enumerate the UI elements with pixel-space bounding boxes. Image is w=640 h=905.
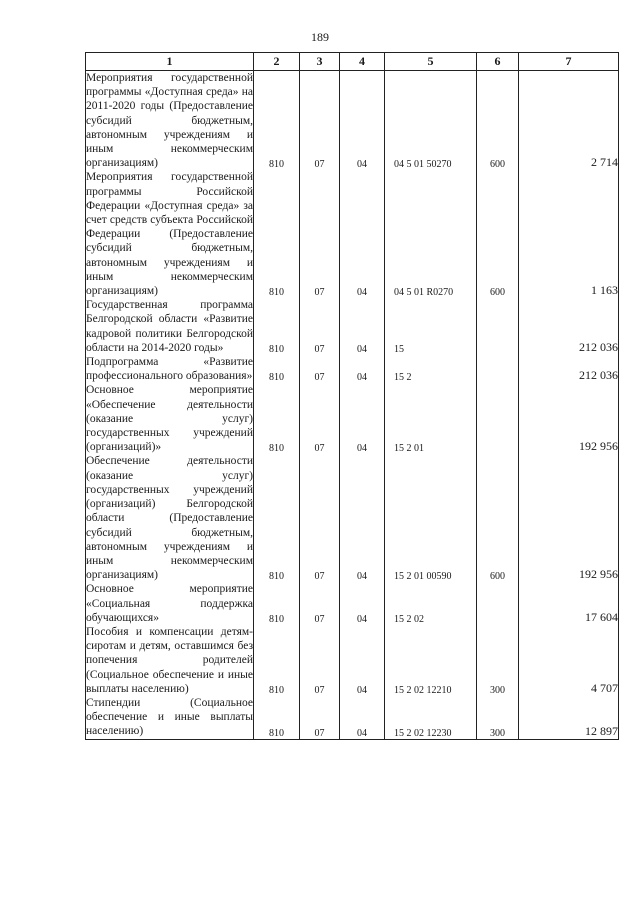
row-target-article: 15 2 01 00590 — [385, 454, 477, 582]
header-col-1: 1 — [86, 53, 254, 71]
row-subsection: 04 — [340, 170, 385, 298]
row-target-article: 15 2 02 12210 — [385, 625, 477, 696]
row-amount: 192 956 — [519, 383, 619, 454]
header-col-5: 5 — [385, 53, 477, 71]
row-ved: 810 — [254, 454, 300, 582]
row-target-article: 15 2 02 12230 — [385, 696, 477, 739]
row-subsection: 04 — [340, 454, 385, 582]
row-amount: 212 036 — [519, 355, 619, 383]
row-ved: 810 — [254, 625, 300, 696]
row-target-article: 15 — [385, 298, 477, 355]
table-row — [86, 298, 619, 355]
row-target-article: 15 2 01 — [385, 383, 477, 454]
row-name: Обеспечение деятельности (оказание услуг) государственных учреждений (организаций) Белгородской области (Предоставление субсидий бюджетным, автономным учреждениям и иным некоммерческим организациям) — [86, 455, 253, 582]
row-amount: 4 707 — [519, 625, 619, 696]
row-amount: 17 604 — [519, 582, 619, 625]
row-subsection: 04 — [340, 355, 385, 383]
row-subsection: 04 — [340, 625, 385, 696]
page-number: 189 — [311, 30, 329, 44]
row-section: 07 — [300, 71, 340, 171]
row-expense-type: 600 — [477, 454, 519, 582]
row-amount: 192 956 — [519, 454, 619, 582]
row-section: 07 — [300, 454, 340, 582]
header-col-7: 7 — [519, 53, 619, 71]
table-row — [86, 454, 619, 582]
table-row — [86, 582, 619, 625]
row-ved: 810 — [254, 355, 300, 383]
row-section: 07 — [300, 696, 340, 739]
row-expense-type: 600 — [477, 170, 519, 298]
row-name: Мероприятия государственной программы Российской Федерации «Доступная среда» за счет средств субъекта Российской Федерации (Предоставление субсидий бюджетным, автономным учреждениям и иным некоммерческим организациям) — [86, 171, 253, 298]
row-subsection: 04 — [340, 582, 385, 625]
row-name: Пособия и компенсации детям-сиротам и детям, оставшимся без попечения родителей (Социальное обеспечение и иные выплаты населению) — [86, 625, 253, 695]
row-section: 07 — [300, 625, 340, 696]
row-name: Мероприятия государственной программы «Доступная среда» на 2011-2020 годы (Предоставление субсидий бюджетным, автономным учреждениям и иным некоммерческим организациям) — [86, 72, 253, 170]
row-amount: 12 897 — [519, 696, 619, 739]
row-name: Основное мероприятие «Социальная поддержка обучающихся» — [86, 583, 253, 624]
row-name: Стипендии (Социальное обеспечение и иные выплаты населению) — [86, 696, 253, 738]
table-row — [86, 383, 619, 454]
row-target-article: 04 5 01 R0270 — [385, 170, 477, 298]
row-section: 07 — [300, 355, 340, 383]
row-section: 07 — [300, 582, 340, 625]
row-expense-type: 300 — [477, 696, 519, 739]
row-name: Основное мероприятие «Обеспечение деятельности (оказание услуг) государственных учреждений (организаций)» — [86, 384, 253, 454]
row-expense-type — [477, 383, 519, 454]
row-amount: 2 714 — [519, 71, 619, 171]
row-section: 07 — [300, 383, 340, 454]
row-subsection: 04 — [340, 383, 385, 454]
row-expense-type — [477, 582, 519, 625]
row-expense-type: 300 — [477, 625, 519, 696]
row-name: Государственная программа Белгородской области «Развитие кадровой политики Белгородской области на 2014-2020 годы» — [86, 299, 253, 354]
table-row — [86, 71, 619, 171]
header-col-6: 6 — [477, 53, 519, 71]
header-col-2: 2 — [254, 53, 300, 71]
header-col-3: 3 — [300, 53, 340, 71]
row-ved: 810 — [254, 696, 300, 739]
row-ved: 810 — [254, 71, 300, 171]
row-ved: 810 — [254, 298, 300, 355]
row-target-article: 04 5 01 50270 — [385, 71, 477, 171]
row-expense-type — [477, 355, 519, 383]
row-subsection: 04 — [340, 298, 385, 355]
row-amount: 1 163 — [519, 170, 619, 298]
row-ved: 810 — [254, 383, 300, 454]
row-ved: 810 — [254, 582, 300, 625]
table-row — [86, 696, 619, 739]
table-row — [86, 170, 619, 298]
table-row — [86, 625, 619, 696]
row-amount: 212 036 — [519, 298, 619, 355]
header-col-4: 4 — [340, 53, 385, 71]
row-ved: 810 — [254, 170, 300, 298]
budget-table — [85, 52, 619, 740]
row-section: 07 — [300, 298, 340, 355]
table-row — [86, 355, 619, 383]
row-expense-type — [477, 298, 519, 355]
row-target-article: 15 2 02 — [385, 582, 477, 625]
row-subsection: 04 — [340, 71, 385, 171]
row-subsection: 04 — [340, 696, 385, 739]
row-target-article: 15 2 — [385, 355, 477, 383]
row-expense-type: 600 — [477, 71, 519, 171]
row-name: Подпрограмма «Развитие профессионального образования» — [86, 356, 253, 383]
header-row — [86, 53, 619, 71]
row-section: 07 — [300, 170, 340, 298]
